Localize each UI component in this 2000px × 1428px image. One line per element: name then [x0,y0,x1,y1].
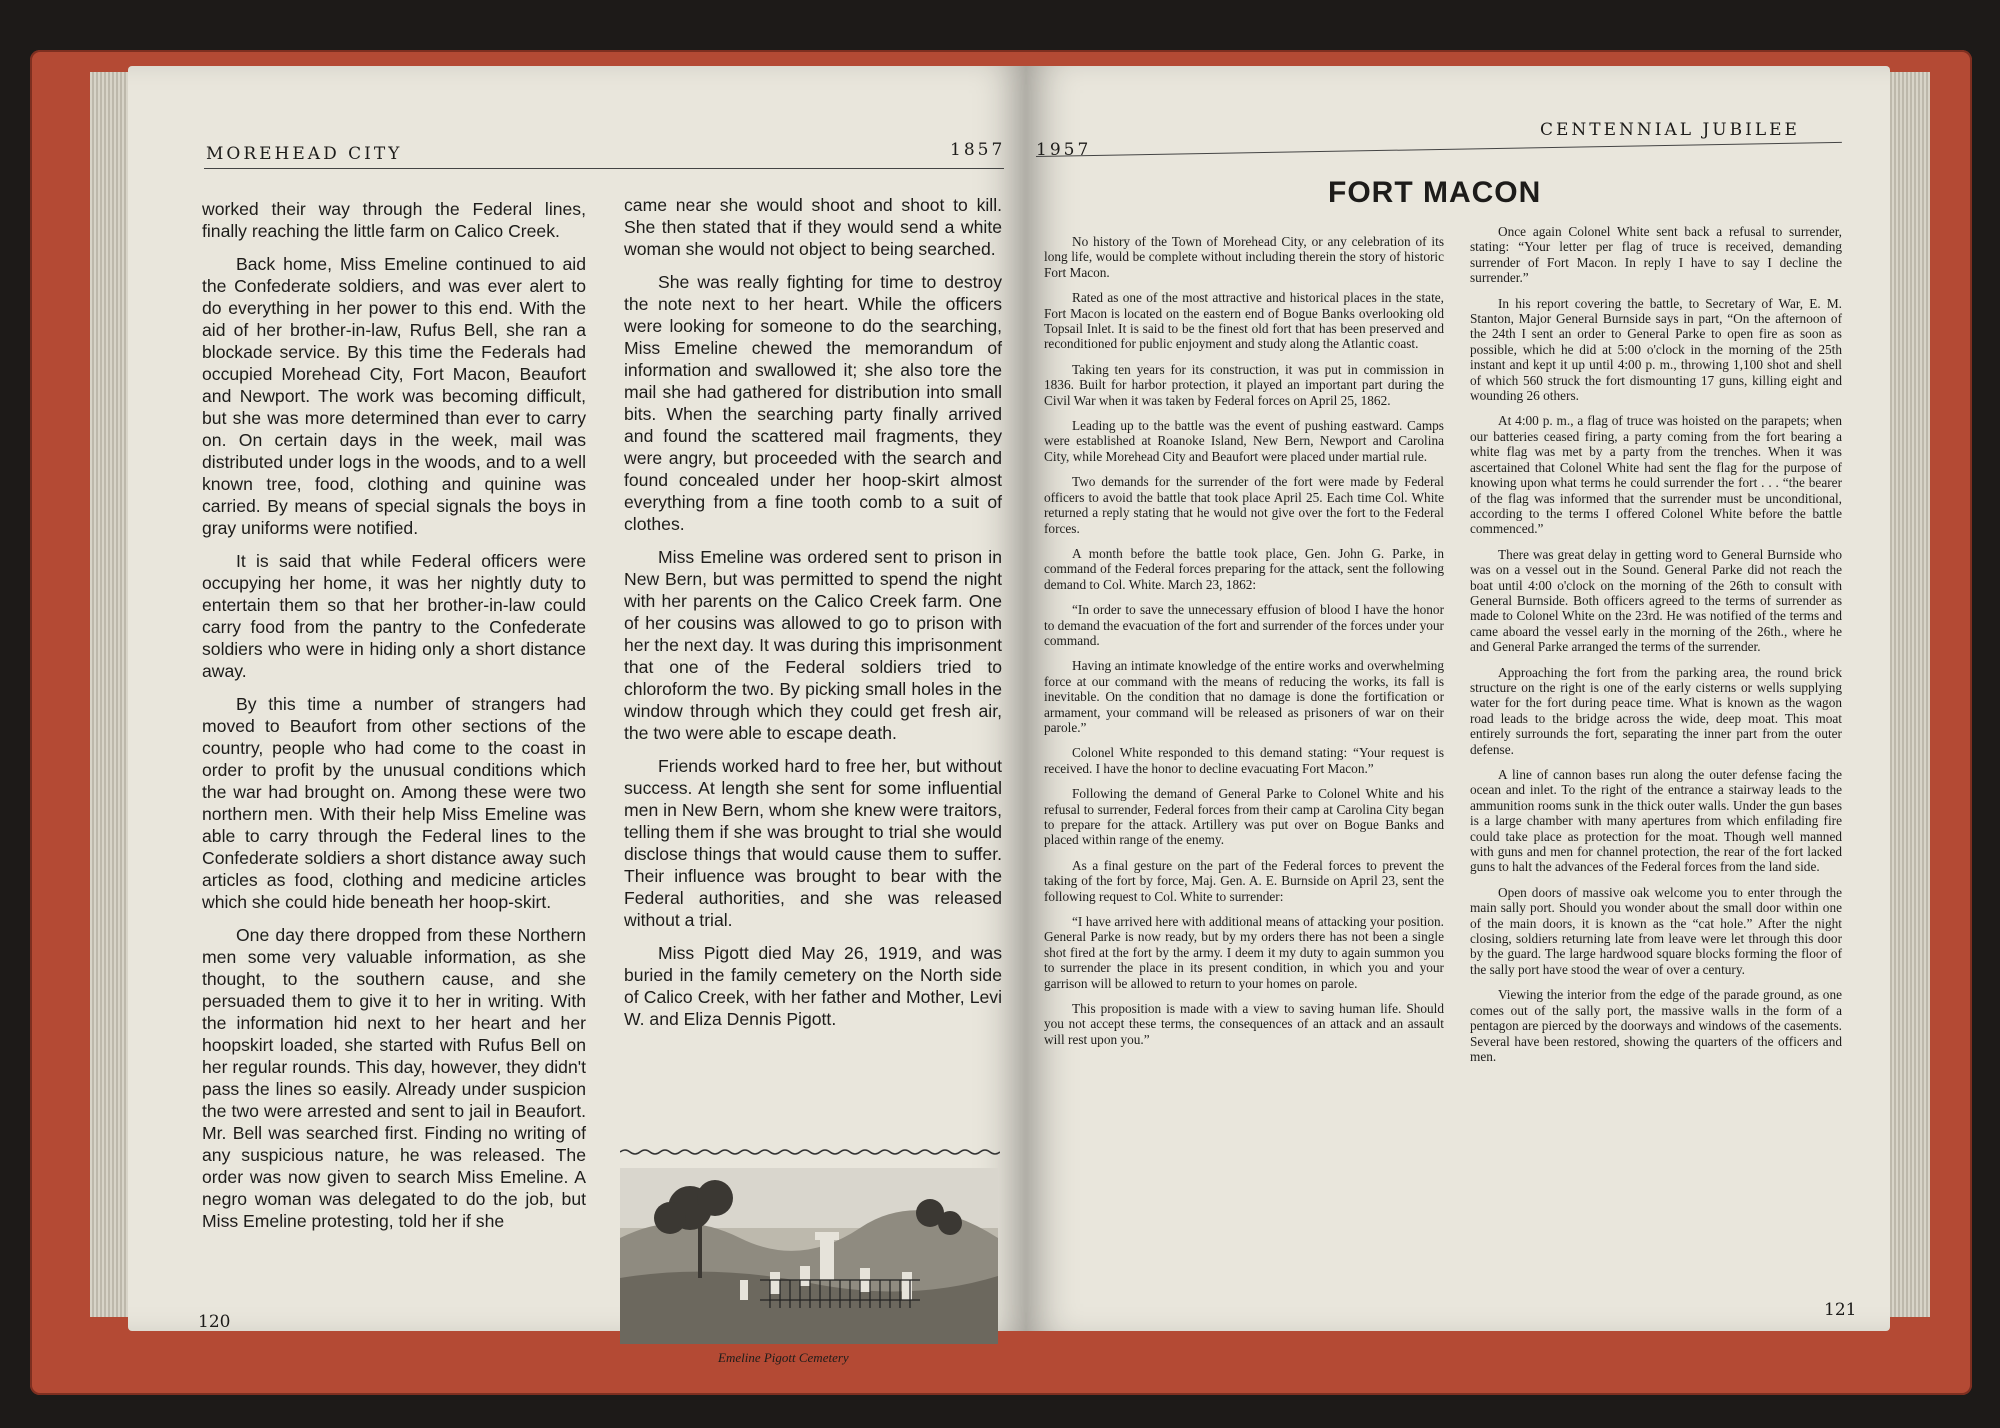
paragraph: “I have arrived here with additional means of attacking your position. General Parke is now ready, but by my orders there has not been a single shot fired at the fort by the army. I deem it my duty to again summon you to surrender the place in its present condition, in which you and your garrison will be allowed to return to your homes on parole. [1044,914,1444,991]
page-edges-left [90,72,130,1317]
paragraph: One day there dropped from these Northern men some very valuable information, as she thought, to the southern cause, and she persuaded them to give it to her in writing. With the information hid next to her heart and her hoopskirt loaded, she started with Rufus Bell on her regular rounds. This day, however, they didn't pass the lines so easily. Already under suspicion the two were arrested and sent to jail in Beaufort. Mr. Bell was searched first. Finding no writing of any suspicious nature, he was released. The order was now given to search Miss Emeline. A negro woman was delegated to do the job, but Miss Emeline protesting, told her if she [202,925,586,1231]
paragraph: In his report covering the battle, to Secretary of War, E. M. Stanton, Major General Burnside says in part, “On the afternoon of the 24th I sent an order to General Parke to open fire as soon as possible, which he did at 5:00 o'clock in the morning of the 25th instant and kept it up until 4:00 p. m., throwing 1,100 shot and shell of which 560 struck the fort dismounting 17 guns, killing eight and wounding 26 others. [1470,295,1842,404]
photo-caption: Emeline Pigott Cemetery [718,1350,849,1365]
left-column-1 [202,198,586,1243]
paragraph: By this time a number of strangers had moved to Beaufort from other sections of the country, people who had come to the coast in order to profit by the unusual conditions which the war had brought on. Among these were two northern men. With their help Miss Emeline was able to carry through the Federal lines to the Confederate soldiers a short distance away such articles as food, clothing and medicine articles which she could hide beneath her hoop-skirt. [202,694,586,912]
paragraph: Having an intimate knowledge of the entire works and overwhelming force at our command with the means of reducing the works, its fall is inevitable. On the condition that no damage is done the fortification or armament, your command will be released as prisoners of war on their parole.” [1044,658,1444,735]
paragraph: Once again Colonel White sent back a refusal to surrender, stating: “Your letter per flag of truce is received, demanding surrender of Fort Macon. In reply I have to say I decline the surrender.” [1470,224,1842,286]
paragraph: Leading up to the battle was the event of pushing eastward. Camps were established at Roanoke Island, New Bern, Newport and Carolina City, while Morehead City and Beaufort were placed under martial rule. [1044,418,1444,464]
paragraph: Rated as one of the most attractive and historical places in the state, Fort Macon is located on the eastern end of Bogue Banks overlooking old Topsail Inlet. It is said to be the finest old fort that has been preserved and reconditioned for public enjoyment and study along the Atlantic coast. [1044,290,1444,352]
paragraph: No history of the Town of Morehead City, or any celebration of its long life, would be complete without including therein the story of historic Fort Macon. [1044,234,1444,280]
page-number-left: 120 [198,1312,231,1332]
running-header-right: CENTENNIAL JUBILEE [1540,120,1800,140]
paragraph: As a final gesture on the part of the Federal forces to prevent the taking of the fort by force, Maj. Gen. A. E. Burnside on April 23, sent the following request to Col. White to surrender: [1044,857,1444,904]
ornamental-divider [620,1148,1000,1156]
paragraph: Friends worked hard to free her, but without success. At length she sent for some influential men in New Bern, whom she knew were traitors, telling them if she was brought to trial she would disclose things that would cause them to suffer. Their influence was brought to bear with the Federal authorities, and she was released without a trial. [624,756,1002,930]
paragraph: worked their way through the Federal lines, finally reaching the little farm on Calico Creek. [202,199,586,241]
paragraph: She was really fighting for time to destroy the note next to her heart. While the officers were looking for someone to do the searching, Miss Emeline chewed the memorandum of information and swallowed it; she also tore the mail she had gathered for distribution into small bits. When the searching party finally arrived and found the scattered mail fragments, they were angry, but proceeded with the search and found concealed under her hoop-skirt almost everything from a fine tooth comb to a suit of clothes. [624,272,1002,534]
paragraph: Colonel White responded to this demand stating: “Your request is received. I have the honor to decline evacuating Fort Macon.” [1044,745,1444,776]
page-number-right: 121 [1824,1300,1857,1320]
paragraph: At 4:00 p. m., a flag of truce was hoisted on the parapets; when our batteries ceased firing, a party coming from the fort bearing a white flag was met by a party from the trenches. When it was ascertained that Colonel White had sent the flag for the purpose of knowing upon what terms he could surrender the fort . . . “the bearer of the flag was informed that the surrender must be unconditional, according to the terms I offered Colonel White before the battle commenced.” [1470,413,1842,537]
right-column-1 [1044,234,1444,1057]
paragraph: Approaching the fort from the parking area, the round brick structure on the right is one of the early cisterns or wells supplying water for the fort during peace time. What is known as the wagon road leads to the bridge across the wide, deep moat. This moat entirely surrounds the fort, separating the inner part from the outer defense. [1470,664,1842,757]
paragraph: Viewing the interior from the edge of the parade ground, as one comes out of the sally port, the massive walls in the form of a pentagon are pierced by the doorways and windows of the casements. Several have been restored, showing the quarters of the officers and men. [1470,987,1842,1064]
right-column-2 [1470,224,1842,1074]
paragraph: Back home, Miss Emeline continued to aid the Confederate soldiers, and was ever alert to do everything in her power to this end. With the aid of her brother-in-law, Rufus Bell, she ran a blockade service. By this time the Federals had occupied Morehead City, Fort Macon, Beaufort and Newport. The work was becoming difficult, but she was more determined than ever to carry on. On certain days in the week, mail was distributed under logs in the woods, and to a well known tree, food, clothing and quinine was carried. By means of special signals the boys in gray uniforms were notified. [202,254,586,538]
paragraph: Taking ten years for its construction, it was put in commission in 1836. Built for harbor protection, it played an important part during the Civil War when it was taken by Federal forces on April 25, 1862. [1044,361,1444,408]
page-edges-right [1888,72,1930,1317]
paragraph: This proposition is made with a view to saving human life. Should you not accept these terms, the consequences of an attack and an assault will rest upon you.” [1044,1001,1444,1047]
left-page [128,66,1026,1365]
paragraph: There was great delay in getting word to General Burnside who was on a vessel out in the Sound. General Parke did not reach the boat until 4:00 o'clock on the morning of the 26th to consult with General Burnside. Both officers agreed to the terms of surrender as made to Colonel White on the 23rd. He was notified of the terms and came aboard the vessel early in the morning of the 26th., where he and General Parke arranged the terms of the surrender. [1470,546,1842,655]
left-column-2 [624,194,1002,1041]
paragraph: “In order to save the unnecessary effusion of blood I have the honor to demand the evacuation of the fort and surrender of the forces under your command. [1044,602,1444,648]
running-header-year: 1857 [950,140,1006,160]
paragraph: A line of cannon bases run along the outer defense facing the ocean and inlet. To the right of the entrance a stairway leads to the ammunition rooms sunk in the thick outer walls. Under the gun bases is a large chamber with many apertures from which enfilading fire could take place as protection for the moat. Though well manned with guns and men for channel protection, the rear of the fort lacked guns to halt the advances of the Federal forces from the land side. [1470,767,1842,875]
right-page [1026,66,1890,1331]
paragraph: came near she would shoot and shoot to kill. She then stated that if they would send a white woman she would not object to being searched. [624,195,1002,259]
paragraph: It is said that while Federal officers were occupying her home, it was her nightly duty to entertain them so that her brother-in-law could carry food from the pantry to the Confederate soldiers who were in hiding only a short distance away. [202,551,586,681]
paragraph: Miss Pigott died May 26, 1919, and was buried in the family cemetery on the North side of Calico Creek, with her father and Mother, Levi W. and Eliza Dennis Pigott. [624,943,1002,1029]
paragraph: A month before the battle took place, Gen. John G. Parke, in command of the Federal forces preparing for the attack, sent the following demand to Col. White. March 23, 1862: [1044,545,1444,592]
paragraph: Miss Emeline was ordered sent to prison in New Bern, but was permitted to spend the night with her parents on the Calico Creek farm. One of her cousins was allowed to go to prison with her the next day. It was during this imprisonment that one of the Federal soldiers tried to chloroform the two. By picking small holes in the window through which they could get fresh air, the two were able to escape death. [624,547,1002,743]
header-rule-right [1036,142,1842,157]
header-rule [204,168,1004,169]
paragraph: Two demands for the surrender of the fort were made by Federal officers to avoid the battle that took place April 25. Each time Col. White returned a reply stating that he would not give over the fort to the Federal forces. [1044,474,1444,536]
paragraph: Open doors of massive oak welcome you to enter through the main sally port. Should you wonder about the small door within one of the main doors, it is known as the “cat hole.” After the night closing, soldiers returning late from leave were let through this door by the guard. The large hardwood square blocks forming the floor of the sally port have stood the wear of over a century. [1470,884,1842,977]
paragraph: Following the demand of General Parke to Colonel White and his refusal to surrender, Federal forces from their camp at Carolina City began to prepare for the attack. Artillery was put over on Bogue Banks and placed within range of the enemy. [1044,786,1444,848]
running-header-left: MOREHEAD CITY [206,144,403,164]
cemetery-photo [620,1168,998,1344]
article-title: FORT MACON [1328,176,1542,209]
running-header-year-right: 1957 [1036,140,1092,160]
